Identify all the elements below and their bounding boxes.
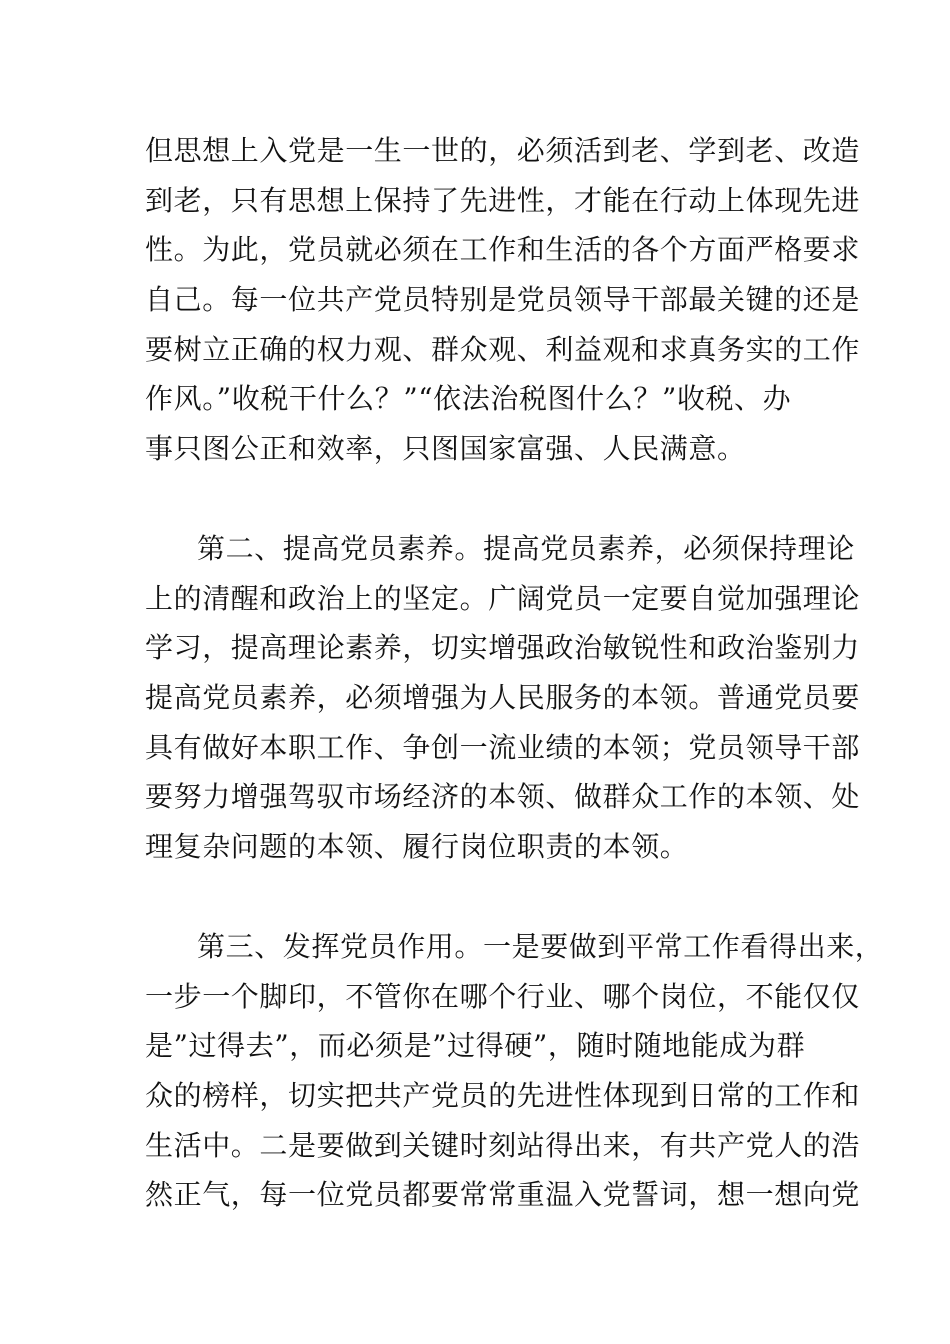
- paragraph-3-line-6: 然正气，每一位党员都要常常重温入党誓词，想一想向党: [145, 1178, 861, 1211]
- paragraph-1-line-7: 事只图公正和效率，只图国家富强、人民满意。: [145, 432, 746, 465]
- paragraph-2-line-5: 具有做好本职工作、争创一流业绩的本领；党员领导干部: [145, 731, 861, 764]
- paragraph-1-line-4: 自己。每一位共产党员特别是党员领导干部最关键的还是: [145, 283, 861, 316]
- paragraph-2-line-7: 理复杂问题的本领、履行岗位职责的本领。: [145, 830, 689, 863]
- paragraph-1-line-3: 性。为此，党员就必须在工作和生活的各个方面严格要求: [145, 233, 861, 266]
- paragraph-1-line-2: 到老，只有思想上保持了先进性，才能在行动上体现先进: [145, 184, 861, 217]
- paragraph-1-line-1: 但思想上入党是一生一世的，必须活到老、学到老、改造: [145, 134, 861, 167]
- paragraph-2-line-4: 提高党员素养，必须增强为人民服务的本领。普通党员要: [145, 681, 861, 714]
- paragraph-3-line-1: 第三、发挥党员作用。一是要做到平常工作看得出来，: [197, 930, 884, 963]
- paragraph-2-line-3: 学习，提高理论素养，切实增强政治敏锐性和政治鉴别力: [145, 631, 861, 664]
- paragraph-3-line-2: 一步一个脚印，不管你在哪个行业、哪个岗位，不能仅仅: [145, 980, 861, 1013]
- paragraph-1-line-5: 要树立正确的权力观、群众观、利益观和求真务实的工作: [145, 333, 861, 366]
- paragraph-2-line-1: 第二、提高党员素养。提高党员素养，必须保持理论: [197, 532, 855, 565]
- paragraph-3-line-5: 生活中。二是要做到关键时刻站得出来，有共产党人的浩: [145, 1129, 861, 1162]
- paragraph-2-line-6: 要努力增强驾驭市场经济的本领、做群众工作的本领、处: [145, 780, 861, 813]
- paragraph-3-line-3: 是”过得去”，而必须是”过得硬”，随时随地能成为群: [145, 1029, 806, 1062]
- paragraph-3-line-4: 众的榜样，切实把共产党员的先进性体现到日常的工作和: [145, 1079, 861, 1112]
- paragraph-2-line-2: 上的清醒和政治上的坚定。广阔党员一定要自觉加强理论: [145, 582, 861, 615]
- paragraph-1-line-6: 作风。”收税干什么？”“依法治税图什么？”收税、办: [145, 382, 792, 415]
